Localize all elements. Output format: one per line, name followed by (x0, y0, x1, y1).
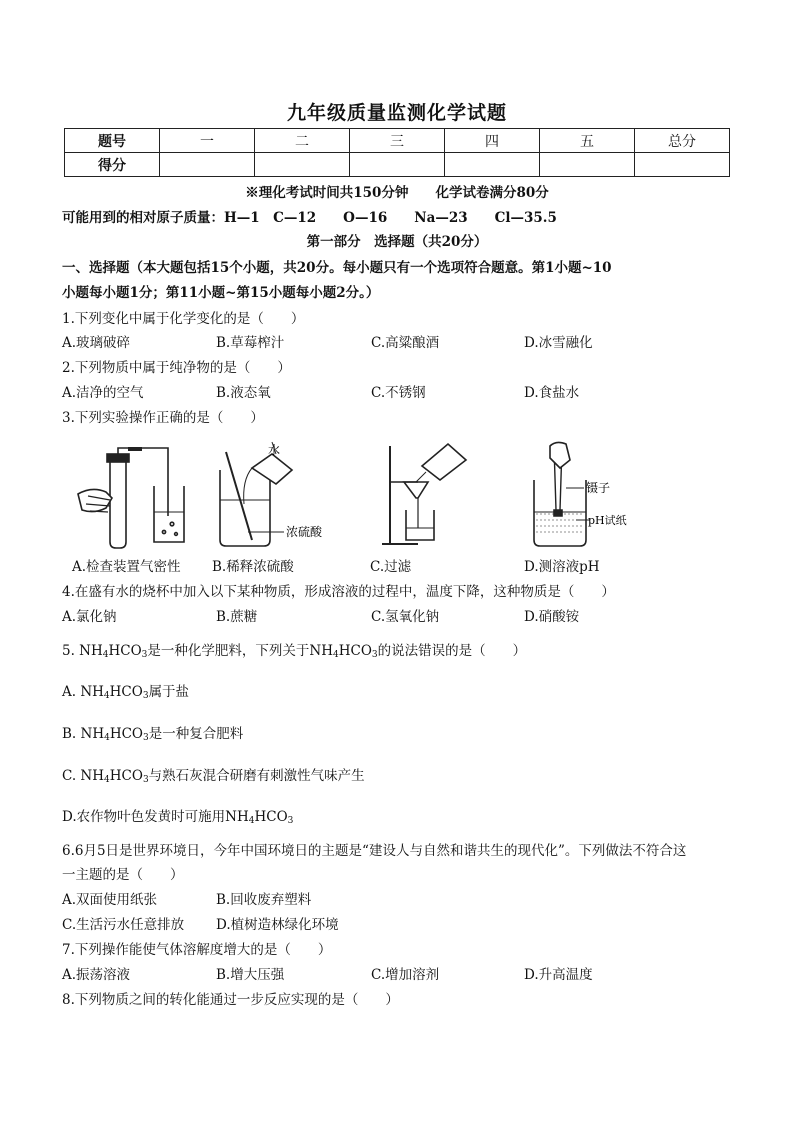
q5-option-c: C. $NH_4HCO_3$与熟石灰混合研磨有刺激性气味产生 (62, 768, 365, 785)
q7-option-b: B.增大压强 (216, 967, 285, 983)
q8-stem: 8.下列物质之间的转化能通过一步反应实现的是（ ） (62, 992, 399, 1008)
q7-option-d: D.升高温度 (524, 967, 593, 983)
q4-stem: 4.在盛有水的烧杯中加入以下某种物质，形成溶液的过程中，温度下降，这种物质是（ ） (62, 584, 615, 600)
q5-option-b: B. $NH_4HCO_3$是一种复合肥料 (62, 726, 244, 743)
q6-stem-line1: 6.6月5日是世界环境日，今年中国环境日的主题是“建设人与自然和谐共生的现代化”。下列做法不符合这 (62, 843, 687, 859)
q3-option-b: B.稀释浓硫酸 (212, 559, 294, 575)
score-header-total: 总分 (635, 129, 730, 153)
q2-option-a: A.洁净的空气 (62, 385, 144, 401)
q6-option-c: C.生活污水任意排放 (62, 917, 185, 933)
score-cell[interactable] (350, 153, 445, 177)
q7-option-c: C.增加溶剂 (371, 967, 440, 983)
atomic-masses: 可能用到的相对原子质量：H—1 C—12 O—16 Na—23 Cl—35.5 (62, 210, 557, 226)
exam-title: 九年级质量监测化学试题 (286, 102, 507, 124)
q5-stem: 5. $NH_4HCO_3$是一种化学肥料，下列关于$NH_4HCO_3$的说法错误的是（ ） (62, 643, 527, 660)
figure-filtration (378, 436, 478, 550)
q3-option-c: C.过滤 (370, 559, 412, 575)
q1-option-c: C.高粱酿酒 (371, 335, 440, 351)
section1-instructions-2: 小题每小题1分；第11小题~第15小题每小题2分。） (62, 285, 380, 301)
score-cell[interactable] (540, 153, 635, 177)
q1-option-a: A.玻璃破碎 (62, 335, 131, 351)
q6-stem-line2: 一主题的是（ ） (62, 867, 184, 883)
figure-measure-ph (526, 440, 642, 550)
q5-option-a: A. $NH_4HCO_3$属于盐 (62, 684, 190, 701)
q4-option-b: B.蔗糖 (216, 609, 258, 625)
q4-option-d: D.硝酸铵 (524, 609, 580, 625)
q7-option-a: A.振荡溶液 (62, 967, 131, 983)
score-header-5: 五 (540, 129, 635, 153)
figure-label-water: 水 (268, 443, 281, 457)
q2-stem: 2.下列物质中属于纯净物的是（ ） (62, 360, 291, 376)
q3-option-a: A.检查装置气密性 (72, 559, 181, 575)
score-header-label: 题号 (65, 129, 160, 153)
q1-option-b: B.草莓榨汁 (216, 335, 285, 351)
score-table (64, 128, 730, 177)
part1-title: 第一部分 选择题（共20分） (306, 234, 488, 250)
q1-stem: 1.下列变化中属于化学变化的是（ ） (62, 311, 305, 327)
q4-option-c: C.氢氧化钠 (371, 609, 440, 625)
q1-option-d: D.冰雪融化 (524, 335, 593, 351)
q3-stem: 3.下列实验操作正确的是（ ） (62, 410, 264, 426)
q4-option-a: A.氯化钠 (62, 609, 117, 625)
figure-airtight-check (72, 446, 198, 550)
q6-option-a: A.双面使用纸张 (62, 892, 158, 908)
score-cell[interactable] (160, 153, 255, 177)
figure-label-ph-paper: pH试纸 (588, 514, 627, 527)
section1-instructions-1: 一、选择题（本大题包括15个小题，共20分。每小题只有一个选项符合题意。第1小题~10 (62, 260, 612, 276)
q6-option-b: B.回收废弃塑料 (216, 892, 312, 908)
q3-option-d: D.测溶液pH (524, 559, 600, 575)
score-header-3: 三 (350, 129, 445, 153)
score-header-1: 一 (160, 129, 255, 153)
figure-label-tweezers: 镊子 (586, 481, 611, 495)
figure-dilute-acid (212, 440, 332, 550)
score-row-label: 得分 (65, 153, 160, 177)
score-header-2: 二 (255, 129, 350, 153)
q6-option-d: D.植树造林绿化环境 (216, 917, 339, 933)
exam-note: ※理化考试时间共150分钟 化学试卷满分80分 (245, 185, 549, 201)
score-cell[interactable] (635, 153, 730, 177)
q2-option-c: C.不锈钢 (371, 385, 426, 401)
figure-label-acid: 浓硫酸 (286, 525, 323, 539)
q7-stem: 7.下列操作能使气体溶解度增大的是（ ） (62, 942, 332, 958)
q2-option-d: D.食盐水 (524, 385, 580, 401)
score-cell[interactable] (255, 153, 350, 177)
score-header-4: 四 (445, 129, 540, 153)
q2-option-b: B.液态氧 (216, 385, 271, 401)
score-cell[interactable] (445, 153, 540, 177)
q5-option-d: D.农作物叶色发黄时可施用$NH_4HCO_3$ (62, 809, 294, 826)
